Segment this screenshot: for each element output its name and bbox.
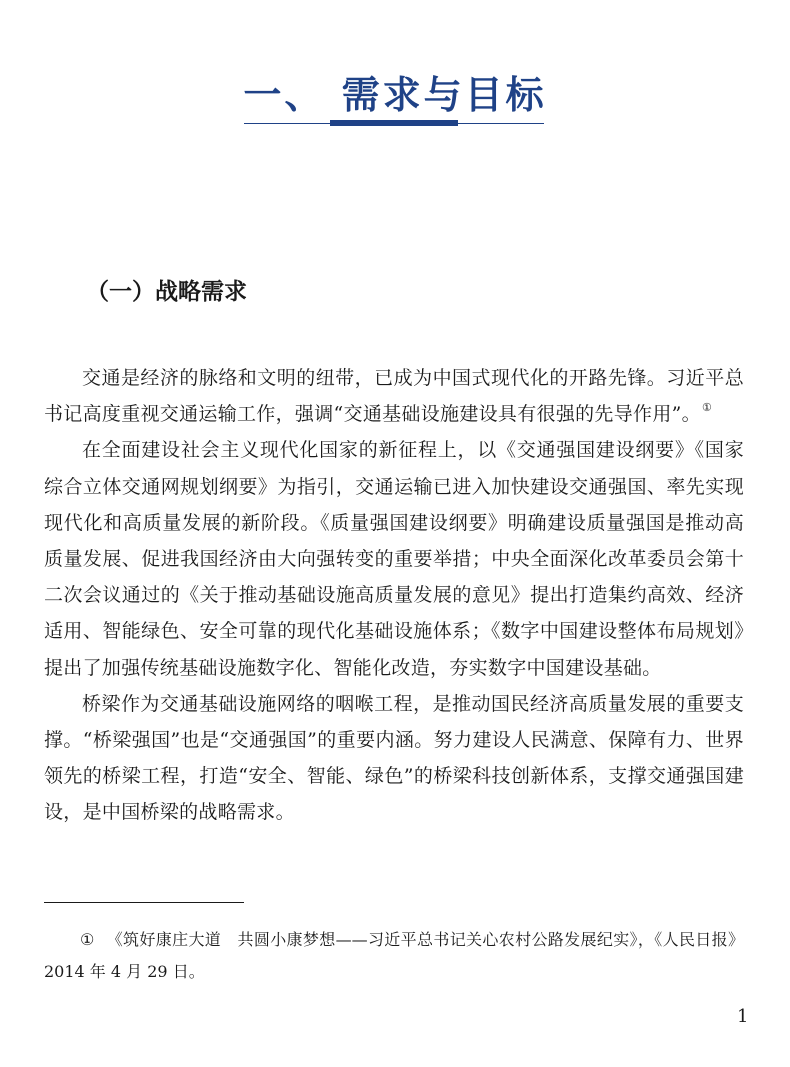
chapter-title: 一、 需求与目标 [243,73,547,117]
title-underline-accent [330,120,458,126]
footnote-divider [44,902,244,903]
paragraph [44,360,744,432]
footnote [44,924,744,988]
page-number: 1 [737,1006,749,1027]
paragraph-text: 交通是经济的脉络和文明的纽带，已成为中国式现代化的开路先锋。习近平总书记高度重视交通运输工作，强调“交通基础设施建设具有很强的先导作用”。 [44,367,744,426]
footnote-marker: ① [80,930,95,949]
footnote-reference: ① [701,401,713,415]
footnote-text: 《筑好康庄大道 共圆小康梦想——习近平总书记关心农村公路发展纪实》，《人民日报》2014 年 4 月 29 日。 [44,930,744,981]
section-heading: （一）战略需求 [86,279,247,305]
paragraph: 在全面建设社会主义现代化国家的新征程上，以《交通强国建设纲要》《国家综合立体交通网规划纲要》为指引，交通运输已进入加快建设交通强国、率先实现现代化和高质量发展的新阶段。《质量强国建设纲要》明确建设质量强国是推动高质量发展、促进我国经济由大向强转变的重要举措；中央全面深化改革委员会第十二次会议通过的《关于推动基础设施高质量发展的意见》提出打造集约高效、经济适用、智能绿色、安全可靠的现代化基础设施体系；《数字中国建设整体布局规划》提出了加强传统基础设施数字化、智能化改造，夯实数字中国建设基础。 [44,439,744,679]
paragraph: 桥梁作为交通基础设施网络的咽喉工程，是推动国民经济高质量发展的重要支撑。“桥梁强国”也是“交通强国”的重要内涵。努力建设人民满意、保障有力、世界领先的桥梁工程，打造“安全、智能、绿色”的桥梁科技创新体系，支撑交通强国建设，是中国桥梁的战略需求。 [44,692,744,824]
body-text [44,360,744,831]
